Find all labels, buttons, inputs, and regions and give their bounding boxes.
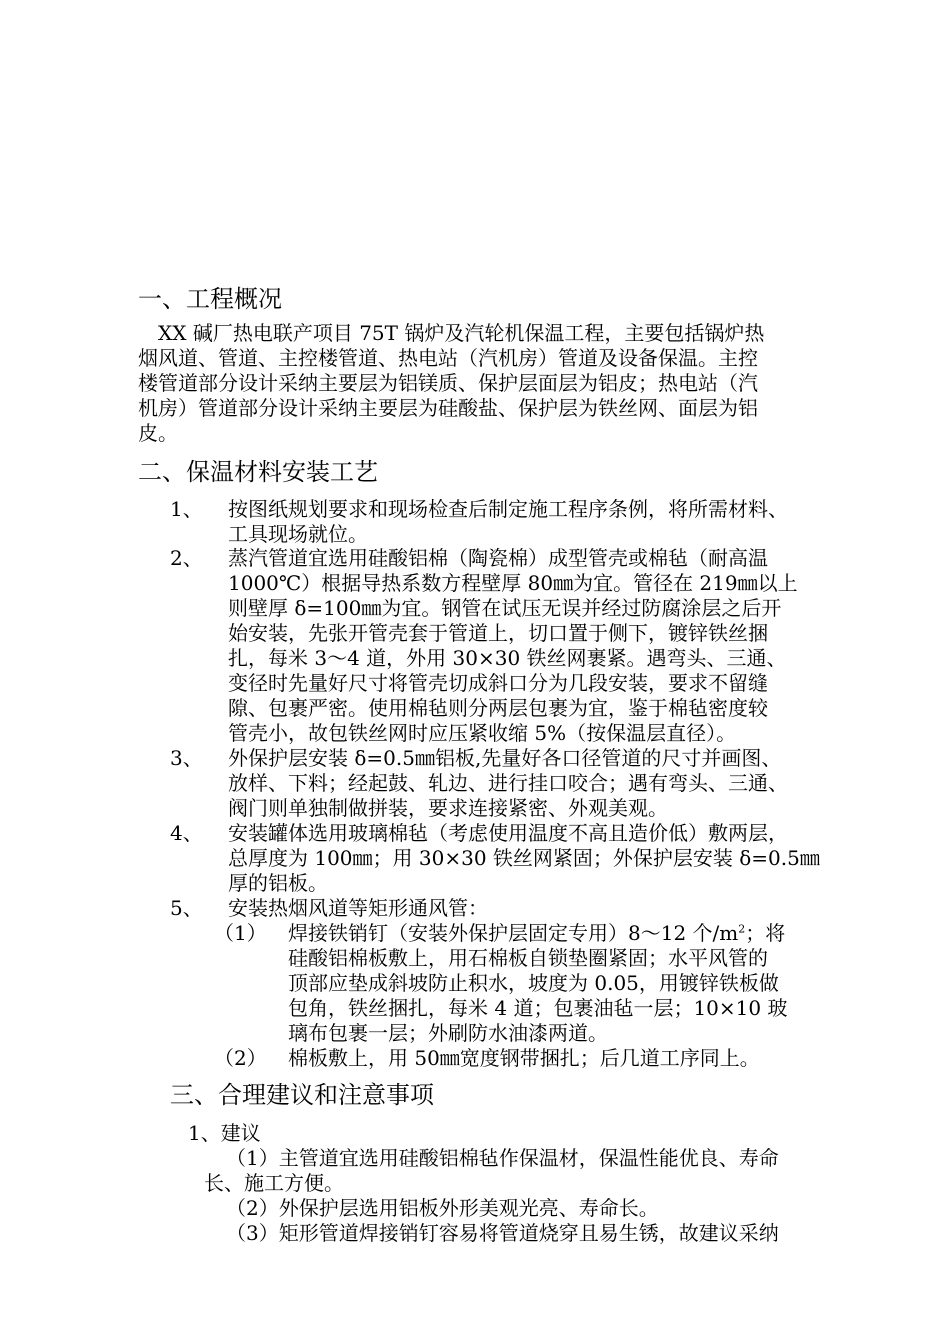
list-item-1 (170, 497, 788, 547)
list-item-3 (170, 746, 788, 821)
item-number: 2、 (170, 546, 203, 570)
suggestion-line: （1）主管道宜选用硅酸铝棉毡作保温材，保温性能优良、寿命 (226, 1146, 779, 1170)
section-heading-suggestions: 三、合理建议和注意事项 (170, 1081, 434, 1109)
sub-item-line: 棉板敷上，用 50㎜宽度钢带捆扎；后几道工序同上。 (288, 1046, 760, 1070)
item-line: 外保护层安装 δ=0.5㎜铝板,先量好各口径管道的尺寸并画图、 (228, 746, 782, 770)
paragraph-line: 烟风道、管道、主控楼管道、热电站（汽机房）管道及设备保温。主控 (138, 346, 758, 370)
overview-paragraph (138, 321, 764, 446)
item-line: 隙、包裹严密。使用棉毡则分两层包裹为宜，鉴于棉毡密度较 (228, 696, 768, 720)
superscript-2: 2 (738, 922, 746, 936)
item-line: 厚的铝板。 (228, 871, 328, 895)
item-line: 变径时先量好尺寸将管壳切成斜口分为几段安装，要求不留缝 (228, 671, 768, 695)
suggestion-line: （2）外保护层选用铝板外形美观光亮、寿命长。 (226, 1196, 659, 1220)
section-heading-overview: 一、工程概况 (138, 285, 282, 313)
sub-item-1 (214, 921, 788, 1046)
paragraph-line: 机房）管道部分设计采纳主要层为硅酸盐、保护层为铁丝网、面层为铝 (138, 396, 758, 420)
sub-item-line: 璃布包裹一层；外刷防水油漆两道。 (288, 1021, 608, 1045)
item-number: 4、 (170, 821, 203, 845)
suggestion-line: 长、施工方便。 (204, 1171, 344, 1195)
item-line: 则壁厚 δ=100㎜为宜。钢管在试压无误并经过防腐涂层之后开 (228, 596, 782, 620)
item-line: 安装热烟风道等矩形通风管： (228, 896, 488, 920)
item-line: 按图纸规划要求和现场检查后制定施工程序条例，将所需材料、 (228, 497, 788, 521)
item-line: 阀门则单独制做拼装，要求连接紧密、外观美观。 (228, 796, 668, 820)
item-number: 1、 (170, 497, 203, 521)
list-item-5 (170, 896, 488, 921)
sub-item-number: （1） (214, 921, 267, 945)
item-line: 1000℃）根据导热系数方程壁厚 80㎜为宜。管径在 219㎜以上 (228, 571, 798, 595)
item-line: 管壳小，故包铁丝网时应压紧收缩 5%（按保温层直径）。 (228, 721, 737, 745)
suggestion-paragraph (204, 1146, 779, 1246)
section-heading-install: 二、保温材料安装工艺 (138, 458, 378, 486)
item-line: 始安装，先张开管壳套于管道上，切口置于侧下，镀锌铁丝捆 (228, 621, 768, 645)
suggestion-line: （3）矩形管道焊接销钉容易将管道烧穿且易生锈，故建议采纳 (226, 1221, 779, 1245)
sub-item-line: 硅酸铝棉板敷上，用石棉板自锁垫圈紧固；水平风管的 (288, 946, 768, 970)
list-item-4 (170, 821, 820, 896)
paragraph-line: 楼管道部分设计采纳主要层为铝镁质、保护层面层为铝皮；热电站（汽 (138, 371, 758, 395)
suggestion-subheading: 1、建议 (188, 1121, 261, 1145)
paragraph-line: 皮。 (138, 421, 178, 445)
item-line: 工具现场就位。 (228, 522, 368, 546)
sub-item-line: 顶部应垫成斜坡防止积水，坡度为 0.05，用镀锌铁板做 (288, 971, 779, 995)
item-line: 总厚度为 100㎜；用 30×30 铁丝网紧固；外保护层安装 δ=0.5㎜ (228, 846, 820, 870)
item-number: 3、 (170, 746, 203, 770)
item-line: 蒸汽管道宜选用硅酸铝棉（陶瓷棉）成型管壳或棉毡（耐高温 (228, 546, 768, 570)
paragraph-line: XX 碱厂热电联产项目 75T 锅炉及汽轮机保温工程，主要包括锅炉热 (138, 321, 765, 345)
sub-item-line: 包角，铁丝捆扎，每米 4 道；包裹油毡一层；10×10 玻 (288, 996, 788, 1020)
sub-item-2 (214, 1046, 760, 1071)
item-line: 放样、下料；经起鼓、轧边、进行挂口咬合；遇有弯头、三通、 (228, 771, 788, 795)
item-line: 安装罐体选用玻璃棉毡（考虑使用温度不高且造价低）敷两层， (228, 821, 788, 845)
sub-item-line: 焊接铁销钉（安装外保护层固定专用）8～12 个$/m^2$；将 (288, 921, 786, 945)
list-item-2 (170, 546, 798, 746)
sub-item-number: （2） (214, 1046, 267, 1070)
item-number: 5、 (170, 896, 203, 920)
item-line: 扎，每米 3～4 道，外用 30×30 铁丝网裹紧。遇弯头、三通、 (228, 646, 787, 670)
